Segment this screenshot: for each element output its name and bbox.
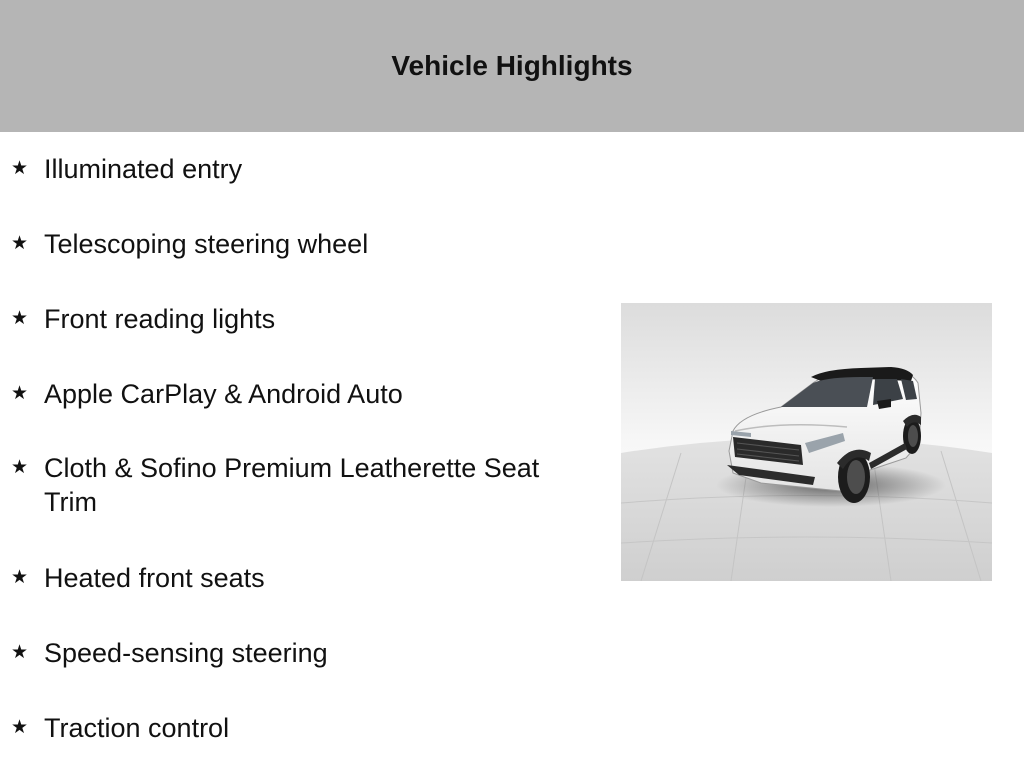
list-item (0, 227, 580, 261)
star-icon: ★ (11, 642, 29, 663)
star-icon: ★ (11, 233, 29, 254)
list-item (0, 636, 580, 670)
star-icon: ★ (11, 308, 29, 329)
highlight-label: Traction control (44, 713, 230, 743)
star-icon: ★ (11, 457, 29, 478)
header-bar (0, 0, 1024, 132)
list-item (0, 152, 580, 186)
list-item (0, 302, 580, 336)
list-item (0, 561, 580, 595)
star-icon: ★ (11, 717, 29, 738)
highlight-label: Illuminated entry (44, 154, 243, 184)
highlight-label: Heated front seats (44, 563, 265, 593)
list-item (0, 377, 580, 411)
highlight-label: Apple CarPlay & Android Auto (44, 379, 403, 409)
highlight-label: Telescoping steering wheel (44, 229, 369, 259)
highlight-label: Cloth & Sofino Premium Leatherette Seat Trim (44, 453, 540, 517)
star-icon: ★ (11, 383, 29, 404)
star-icon: ★ (11, 158, 29, 179)
highlight-label: Front reading lights (44, 304, 276, 334)
list-item (0, 451, 580, 519)
star-icon: ★ (11, 567, 29, 588)
highlight-label: Speed-sensing steering (44, 638, 328, 668)
vehicle-photo-illustration (621, 303, 992, 581)
vehicle-photo (621, 303, 992, 581)
page-title: Vehicle Highlights (391, 50, 633, 81)
list-item (0, 711, 580, 745)
